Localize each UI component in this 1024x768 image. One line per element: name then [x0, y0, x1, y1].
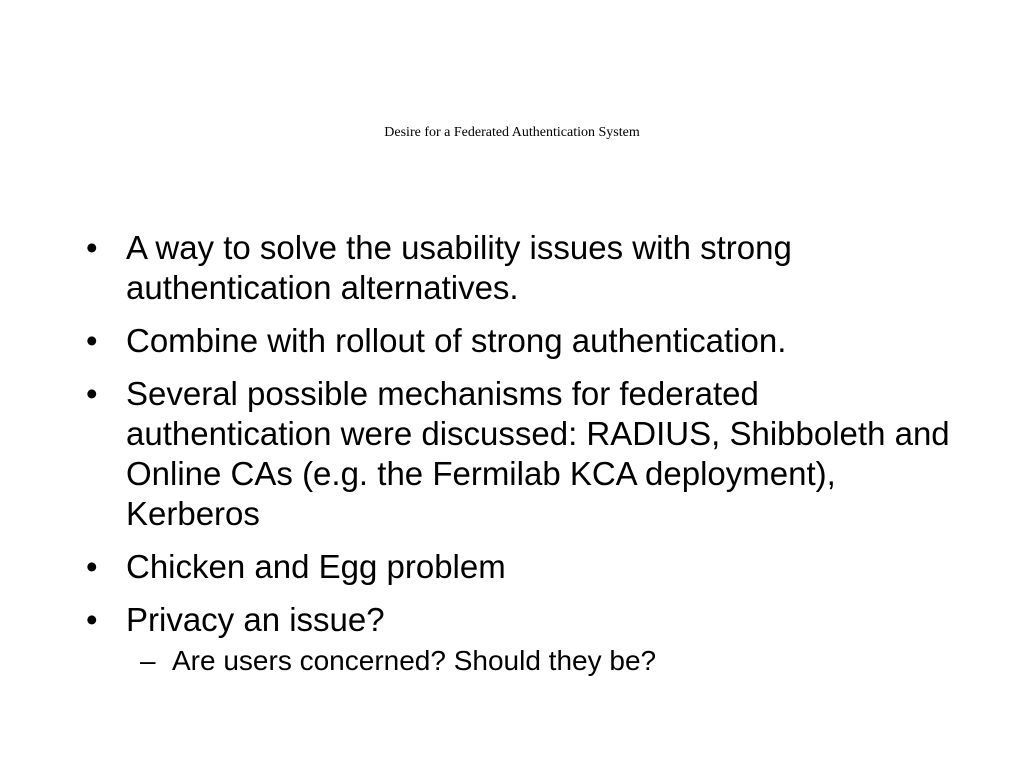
bullet-marker: •	[86, 229, 98, 266]
bullet-item	[84, 547, 954, 587]
bullet-item	[84, 374, 954, 534]
bullet-text: Privacy an issue?	[126, 601, 385, 638]
bullet-marker: •	[86, 375, 98, 412]
bullet-item	[84, 600, 954, 678]
slide-title: Desire for a Federated Authentication System	[384, 125, 640, 140]
bullet-item	[84, 321, 954, 361]
sub-bullet-text: Are users concerned? Should they be?	[172, 645, 657, 676]
sub-bullet-item	[126, 644, 954, 678]
bullet-item	[84, 228, 954, 308]
bullet-list	[84, 228, 954, 691]
bullet-text: Chicken and Egg problem	[126, 548, 506, 585]
bullet-text: Several possible mechanisms for federated authentication were discussed: RADIUS, Shibboleth and Online CAs (e.g. the Fermilab KCA deployment), Kerberos	[126, 375, 950, 532]
bullet-marker: •	[86, 601, 98, 638]
bullet-text: A way to solve the usability issues with strong authentication alternatives.	[126, 229, 792, 306]
sub-bullet-list	[126, 644, 954, 678]
bullet-marker: •	[86, 548, 98, 585]
sub-bullet-marker: –	[140, 645, 156, 676]
bullet-text: Combine with rollout of strong authentication.	[126, 322, 787, 359]
bullet-marker: •	[86, 322, 98, 359]
